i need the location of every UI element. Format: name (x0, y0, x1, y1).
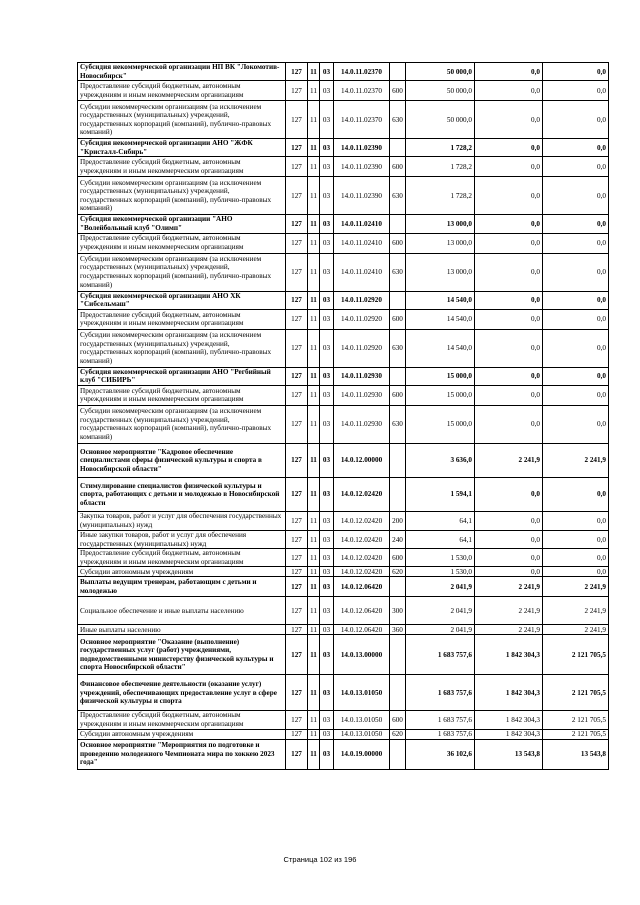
row-grbs-code: 127 (286, 177, 308, 215)
row-name: Предоставление субсидий бюджетным, автономным учреждениям и иным некоммерческим организациям (78, 711, 286, 729)
row-section-code: 11 (308, 739, 320, 769)
row-target-article: 14.0.12.02420 (334, 511, 390, 530)
row-amount-year2: 2 241,9 (475, 443, 543, 477)
row-amount-year2: 0,0 (475, 253, 543, 291)
row-amount-year2: 2 241,9 (475, 577, 543, 597)
row-target-article: 14.0.12.00000 (334, 443, 390, 477)
row-amount-year1: 15 000,0 (406, 385, 475, 405)
row-target-article: 14.0.11.02370 (334, 101, 390, 139)
table-row (78, 233, 609, 253)
row-section-code: 11 (308, 233, 320, 253)
row-grbs-code: 127 (286, 253, 308, 291)
row-grbs-code: 127 (286, 139, 308, 157)
row-subsection-code: 03 (320, 367, 334, 385)
row-amount-year3: 0,0 (543, 477, 609, 511)
row-section-code: 11 (308, 729, 320, 739)
row-grbs-code: 127 (286, 567, 308, 577)
table-row (78, 711, 609, 729)
row-subsection-code: 03 (320, 443, 334, 477)
row-target-article: 14.0.11.02930 (334, 405, 390, 443)
row-grbs-code: 127 (286, 81, 308, 101)
row-target-article: 14.0.11.02390 (334, 139, 390, 157)
row-amount-year3: 2 121 705,5 (543, 675, 609, 711)
row-subsection-code: 03 (320, 157, 334, 177)
row-amount-year2: 0,0 (475, 309, 543, 329)
table-row (78, 63, 609, 81)
row-amount-year3: 2 121 705,5 (543, 635, 609, 675)
row-expense-type: 630 (390, 101, 406, 139)
row-amount-year1: 50 000,0 (406, 81, 475, 101)
row-amount-year2: 2 241,9 (475, 597, 543, 625)
row-name: Субсидия некоммерческой организации АНО ХК "Сибсельмаш" (78, 291, 286, 309)
row-subsection-code: 03 (320, 215, 334, 233)
row-amount-year2: 0,0 (475, 385, 543, 405)
row-name: Иные закупки товаров, работ и услуг для обеспечения государственных (муниципальных) нужд (78, 530, 286, 548)
table-row (78, 367, 609, 385)
row-amount-year2: 0,0 (475, 329, 543, 367)
row-target-article: 14.0.11.02410 (334, 215, 390, 233)
row-target-article: 14.0.11.02370 (334, 63, 390, 81)
row-amount-year1: 1 728,2 (406, 157, 475, 177)
row-amount-year1: 1 683 757,6 (406, 675, 475, 711)
row-section-code: 11 (308, 81, 320, 101)
row-amount-year2: 1 842 304,3 (475, 675, 543, 711)
table-body (78, 63, 609, 770)
row-amount-year2: 1 842 304,3 (475, 711, 543, 729)
row-amount-year2: 0,0 (475, 367, 543, 385)
row-amount-year1: 14 540,0 (406, 291, 475, 309)
row-subsection-code: 03 (320, 329, 334, 367)
row-subsection-code: 03 (320, 549, 334, 567)
table-row (78, 625, 609, 635)
row-subsection-code: 03 (320, 477, 334, 511)
row-grbs-code: 127 (286, 729, 308, 739)
row-amount-year2: 0,0 (475, 291, 543, 309)
row-target-article: 14.0.11.02930 (334, 385, 390, 405)
row-subsection-code: 03 (320, 101, 334, 139)
row-expense-type (390, 477, 406, 511)
row-grbs-code: 127 (286, 577, 308, 597)
row-amount-year1: 1 683 757,6 (406, 635, 475, 675)
row-grbs-code: 127 (286, 101, 308, 139)
table-row (78, 215, 609, 233)
row-amount-year1: 13 000,0 (406, 215, 475, 233)
row-subsection-code: 03 (320, 567, 334, 577)
row-grbs-code: 127 (286, 291, 308, 309)
row-subsection-code: 03 (320, 63, 334, 81)
row-subsection-code: 03 (320, 139, 334, 157)
table-row (78, 291, 609, 309)
row-subsection-code: 03 (320, 309, 334, 329)
row-grbs-code: 127 (286, 597, 308, 625)
table-row (78, 549, 609, 567)
row-expense-type: 200 (390, 511, 406, 530)
row-grbs-code: 127 (286, 625, 308, 635)
row-target-article: 14.0.12.06420 (334, 625, 390, 635)
row-name: Субсидия некоммерческой организации АНО "Регбийный клуб "СИБИРЬ" (78, 367, 286, 385)
row-expense-type: 600 (390, 81, 406, 101)
table-row (78, 675, 609, 711)
row-section-code: 11 (308, 549, 320, 567)
row-expense-type (390, 367, 406, 385)
row-grbs-code: 127 (286, 477, 308, 511)
row-subsection-code: 03 (320, 233, 334, 253)
row-target-article: 14.0.11.02410 (334, 253, 390, 291)
row-amount-year1: 13 000,0 (406, 233, 475, 253)
row-expense-type (390, 215, 406, 233)
table-row (78, 739, 609, 769)
row-amount-year3: 0,0 (543, 253, 609, 291)
row-amount-year2: 0,0 (475, 63, 543, 81)
row-section-code: 11 (308, 577, 320, 597)
row-amount-year1: 2 041,9 (406, 597, 475, 625)
row-amount-year1: 50 000,0 (406, 63, 475, 81)
table-row (78, 101, 609, 139)
row-section-code: 11 (308, 291, 320, 309)
row-amount-year3: 2 121 705,5 (543, 711, 609, 729)
row-name: Субсидия некоммерческой организации "АНО "Волейбольный клуб "Олимп" (78, 215, 286, 233)
row-amount-year3: 0,0 (543, 81, 609, 101)
row-name: Предоставление субсидий бюджетным, автономным учреждениям и иным некоммерческим организациям (78, 309, 286, 329)
row-target-article: 14.0.12.02420 (334, 567, 390, 577)
row-grbs-code: 127 (286, 405, 308, 443)
row-name: Предоставление субсидий бюджетным, автономным учреждениям и иным некоммерческим организациям (78, 157, 286, 177)
row-subsection-code: 03 (320, 405, 334, 443)
row-amount-year3: 0,0 (543, 139, 609, 157)
row-name: Субсидии некоммерческим организациям (за исключением государственных (муниципальных) учреждений, государственных корпораций (компаний), публично-правовых компаний) (78, 253, 286, 291)
row-amount-year1: 1 683 757,6 (406, 711, 475, 729)
row-expense-type: 620 (390, 567, 406, 577)
table-row (78, 443, 609, 477)
row-grbs-code: 127 (286, 367, 308, 385)
row-amount-year3: 0,0 (543, 63, 609, 81)
row-amount-year2: 0,0 (475, 157, 543, 177)
row-name: Субсидии некоммерческим организациям (за исключением государственных (муниципальных) учреждений, государственных корпораций (компаний), публично-правовых компаний) (78, 101, 286, 139)
row-amount-year2: 2 241,9 (475, 625, 543, 635)
table-row (78, 577, 609, 597)
row-amount-year1: 36 102,6 (406, 739, 475, 769)
row-expense-type (390, 291, 406, 309)
table-row (78, 309, 609, 329)
row-amount-year1: 1 530,0 (406, 549, 475, 567)
row-subsection-code: 03 (320, 253, 334, 291)
row-amount-year3: 0,0 (543, 567, 609, 577)
row-amount-year1: 50 000,0 (406, 101, 475, 139)
row-section-code: 11 (308, 367, 320, 385)
table-row (78, 81, 609, 101)
row-amount-year1: 13 000,0 (406, 253, 475, 291)
row-amount-year3: 0,0 (543, 367, 609, 385)
row-amount-year1: 15 000,0 (406, 405, 475, 443)
row-section-code: 11 (308, 253, 320, 291)
row-amount-year1: 2 041,9 (406, 625, 475, 635)
row-name: Субсидии автономным учреждениям (78, 729, 286, 739)
row-amount-year3: 0,0 (543, 157, 609, 177)
row-amount-year2: 0,0 (475, 567, 543, 577)
row-expense-type: 600 (390, 233, 406, 253)
row-amount-year1: 2 041,9 (406, 577, 475, 597)
table-row (78, 635, 609, 675)
row-grbs-code: 127 (286, 511, 308, 530)
row-expense-type: 630 (390, 329, 406, 367)
row-expense-type: 600 (390, 385, 406, 405)
row-name: Субсидия некоммерческой организации АНО "ЖФК "Кристалл-Сибирь" (78, 139, 286, 157)
row-amount-year2: 0,0 (475, 530, 543, 548)
row-section-code: 11 (308, 443, 320, 477)
row-name: Иные выплаты населению (78, 625, 286, 635)
row-amount-year1: 1 728,2 (406, 177, 475, 215)
row-target-article: 14.0.11.02370 (334, 81, 390, 101)
row-section-code: 11 (308, 405, 320, 443)
row-subsection-code: 03 (320, 711, 334, 729)
table-row (78, 253, 609, 291)
row-subsection-code: 03 (320, 675, 334, 711)
row-target-article: 14.0.13.00000 (334, 635, 390, 675)
row-amount-year2: 0,0 (475, 477, 543, 511)
row-section-code: 11 (308, 635, 320, 675)
row-amount-year3: 0,0 (543, 530, 609, 548)
row-name: Субсидии некоммерческим организациям (за исключением государственных (муниципальных) учреждений, государственных корпораций (компаний), публично-правовых компаний) (78, 405, 286, 443)
row-expense-type (390, 443, 406, 477)
row-section-code: 11 (308, 177, 320, 215)
row-amount-year3: 2 241,9 (543, 597, 609, 625)
row-amount-year2: 0,0 (475, 101, 543, 139)
row-grbs-code: 127 (286, 675, 308, 711)
row-amount-year1: 1 728,2 (406, 139, 475, 157)
row-section-code: 11 (308, 215, 320, 233)
row-amount-year3: 0,0 (543, 385, 609, 405)
row-amount-year2: 0,0 (475, 139, 543, 157)
row-name: Основное мероприятие "Оказание (выполнение) государственных услуг (работ) учреждениями, подведомственными министерству физической культуры и спорта Новосибирской области" (78, 635, 286, 675)
row-amount-year3: 2 121 705,5 (543, 729, 609, 739)
budget-table (77, 62, 609, 770)
row-target-article: 14.0.11.02920 (334, 309, 390, 329)
row-name: Предоставление субсидий бюджетным, автономным учреждениям и иным некоммерческим организациям (78, 233, 286, 253)
table-row (78, 597, 609, 625)
row-grbs-code: 127 (286, 157, 308, 177)
row-name: Субсидия некоммерческой организации НП ВК "Локомотив-Новосибирск" (78, 63, 286, 81)
row-amount-year3: 0,0 (543, 309, 609, 329)
row-section-code: 11 (308, 385, 320, 405)
row-amount-year1: 14 540,0 (406, 329, 475, 367)
row-expense-type: 600 (390, 549, 406, 567)
row-section-code: 11 (308, 157, 320, 177)
row-amount-year3: 0,0 (543, 101, 609, 139)
row-grbs-code: 127 (286, 549, 308, 567)
row-expense-type: 240 (390, 530, 406, 548)
row-amount-year3: 2 241,9 (543, 577, 609, 597)
row-amount-year2: 0,0 (475, 81, 543, 101)
row-expense-type: 600 (390, 157, 406, 177)
row-grbs-code: 127 (286, 309, 308, 329)
row-expense-type (390, 675, 406, 711)
row-name: Субсидии некоммерческим организациям (за исключением государственных (муниципальных) учреждений, государственных корпораций (компаний), публично-правовых компаний) (78, 329, 286, 367)
row-grbs-code: 127 (286, 711, 308, 729)
row-grbs-code: 127 (286, 443, 308, 477)
row-name: Субсидии автономным учреждениям (78, 567, 286, 577)
row-amount-year3: 2 241,9 (543, 625, 609, 635)
row-name: Основное мероприятие "Мероприятия по подготовке и проведению молодежного Чемпионата мира по хоккею 2023 года" (78, 739, 286, 769)
table-row (78, 139, 609, 157)
row-target-article: 14.0.12.06420 (334, 597, 390, 625)
row-subsection-code: 03 (320, 385, 334, 405)
row-amount-year2: 13 543,8 (475, 739, 543, 769)
row-amount-year2: 1 842 304,3 (475, 729, 543, 739)
row-grbs-code: 127 (286, 385, 308, 405)
row-expense-type (390, 577, 406, 597)
row-expense-type: 360 (390, 625, 406, 635)
row-amount-year3: 0,0 (543, 215, 609, 233)
row-subsection-code: 03 (320, 597, 334, 625)
row-amount-year2: 0,0 (475, 215, 543, 233)
page-number: Страница 102 из 196 (283, 855, 357, 864)
row-subsection-code: 03 (320, 739, 334, 769)
row-amount-year1: 3 636,0 (406, 443, 475, 477)
table-row (78, 477, 609, 511)
row-section-code: 11 (308, 63, 320, 81)
table-row (78, 329, 609, 367)
row-target-article: 14.0.12.06420 (334, 577, 390, 597)
row-grbs-code: 127 (286, 233, 308, 253)
row-amount-year3: 0,0 (543, 291, 609, 309)
row-amount-year2: 0,0 (475, 177, 543, 215)
row-amount-year3: 0,0 (543, 329, 609, 367)
row-grbs-code: 127 (286, 215, 308, 233)
row-name: Финансовое обеспечение деятельности (оказание услуг) учреждений, обеспечивающих предоставление услуг в сфере физической культуры и спорта (78, 675, 286, 711)
row-subsection-code: 03 (320, 577, 334, 597)
row-section-code: 11 (308, 675, 320, 711)
row-amount-year3: 13 543,8 (543, 739, 609, 769)
row-grbs-code: 127 (286, 739, 308, 769)
row-target-article: 14.0.12.02420 (334, 549, 390, 567)
row-amount-year1: 1 683 757,6 (406, 729, 475, 739)
row-target-article: 14.0.11.02920 (334, 291, 390, 309)
row-grbs-code: 127 (286, 63, 308, 81)
table-row (78, 177, 609, 215)
row-amount-year1: 64,1 (406, 511, 475, 530)
row-section-code: 11 (308, 711, 320, 729)
row-amount-year1: 1 530,0 (406, 567, 475, 577)
row-target-article: 14.0.11.02390 (334, 177, 390, 215)
row-expense-type: 630 (390, 405, 406, 443)
row-section-code: 11 (308, 309, 320, 329)
row-name: Предоставление субсидий бюджетным, автономным учреждениям и иным некоммерческим организациям (78, 385, 286, 405)
row-target-article: 14.0.19.00000 (334, 739, 390, 769)
row-expense-type: 300 (390, 597, 406, 625)
row-name: Предоставление субсидий бюджетным, автономным учреждениям и иным некоммерческим организациям (78, 81, 286, 101)
row-amount-year2: 0,0 (475, 549, 543, 567)
row-amount-year3: 2 241,9 (543, 443, 609, 477)
row-amount-year3: 0,0 (543, 405, 609, 443)
row-name: Основное мероприятие "Кадровое обеспечение специалистами сферы физической культуры и спорта в Новосибирской области" (78, 443, 286, 477)
row-name: Предоставление субсидий бюджетным, автономным учреждениям и иным некоммерческим организациям (78, 549, 286, 567)
row-expense-type: 620 (390, 729, 406, 739)
row-amount-year3: 0,0 (543, 233, 609, 253)
row-name: Стимулирование специалистов физической культуры и спорта, работающих с детьми и молодежью в Новосибирской области (78, 477, 286, 511)
row-subsection-code: 03 (320, 625, 334, 635)
row-subsection-code: 03 (320, 291, 334, 309)
row-target-article: 14.0.11.02410 (334, 233, 390, 253)
row-section-code: 11 (308, 101, 320, 139)
row-expense-type: 630 (390, 253, 406, 291)
row-name: Закупка товаров, работ и услуг для обеспечения государственных (муниципальных) нужд (78, 511, 286, 530)
row-section-code: 11 (308, 530, 320, 548)
row-section-code: 11 (308, 139, 320, 157)
row-expense-type (390, 635, 406, 675)
row-name: Выплаты ведущим тренерам, работающим с детьми и молодежью (78, 577, 286, 597)
row-target-article: 14.0.11.02390 (334, 157, 390, 177)
table-row (78, 530, 609, 548)
row-expense-type (390, 63, 406, 81)
row-section-code: 11 (308, 329, 320, 367)
row-subsection-code: 03 (320, 81, 334, 101)
row-section-code: 11 (308, 511, 320, 530)
table-row (78, 157, 609, 177)
row-target-article: 14.0.13.01050 (334, 711, 390, 729)
row-amount-year2: 0,0 (475, 511, 543, 530)
row-expense-type: 630 (390, 177, 406, 215)
row-section-code: 11 (308, 625, 320, 635)
row-amount-year1: 15 000,0 (406, 367, 475, 385)
row-section-code: 11 (308, 597, 320, 625)
row-expense-type: 600 (390, 309, 406, 329)
row-subsection-code: 03 (320, 177, 334, 215)
row-expense-type: 600 (390, 711, 406, 729)
table-row (78, 729, 609, 739)
row-amount-year1: 14 540,0 (406, 309, 475, 329)
row-target-article: 14.0.11.02930 (334, 367, 390, 385)
table-row (78, 567, 609, 577)
row-subsection-code: 03 (320, 530, 334, 548)
row-amount-year2: 1 842 304,3 (475, 635, 543, 675)
row-amount-year3: 0,0 (543, 511, 609, 530)
row-subsection-code: 03 (320, 511, 334, 530)
row-amount-year1: 64,1 (406, 530, 475, 548)
row-grbs-code: 127 (286, 329, 308, 367)
row-expense-type (390, 139, 406, 157)
row-amount-year2: 0,0 (475, 405, 543, 443)
row-amount-year1: 1 594,1 (406, 477, 475, 511)
row-target-article: 14.0.12.02420 (334, 477, 390, 511)
row-subsection-code: 03 (320, 729, 334, 739)
row-name: Субсидии некоммерческим организациям (за исключением государственных (муниципальных) учреждений, государственных корпораций (компаний), публично-правовых компаний) (78, 177, 286, 215)
row-section-code: 11 (308, 477, 320, 511)
table-row (78, 511, 609, 530)
row-subsection-code: 03 (320, 635, 334, 675)
row-target-article: 14.0.13.01050 (334, 729, 390, 739)
row-target-article: 14.0.12.02420 (334, 530, 390, 548)
row-amount-year2: 0,0 (475, 233, 543, 253)
row-section-code: 11 (308, 567, 320, 577)
row-name: Социальное обеспечение и иные выплаты населению (78, 597, 286, 625)
row-expense-type (390, 739, 406, 769)
table-row (78, 405, 609, 443)
row-grbs-code: 127 (286, 530, 308, 548)
row-target-article: 14.0.13.01050 (334, 675, 390, 711)
table-row (78, 385, 609, 405)
row-amount-year3: 0,0 (543, 549, 609, 567)
row-amount-year3: 0,0 (543, 177, 609, 215)
row-grbs-code: 127 (286, 635, 308, 675)
row-target-article: 14.0.11.02920 (334, 329, 390, 367)
